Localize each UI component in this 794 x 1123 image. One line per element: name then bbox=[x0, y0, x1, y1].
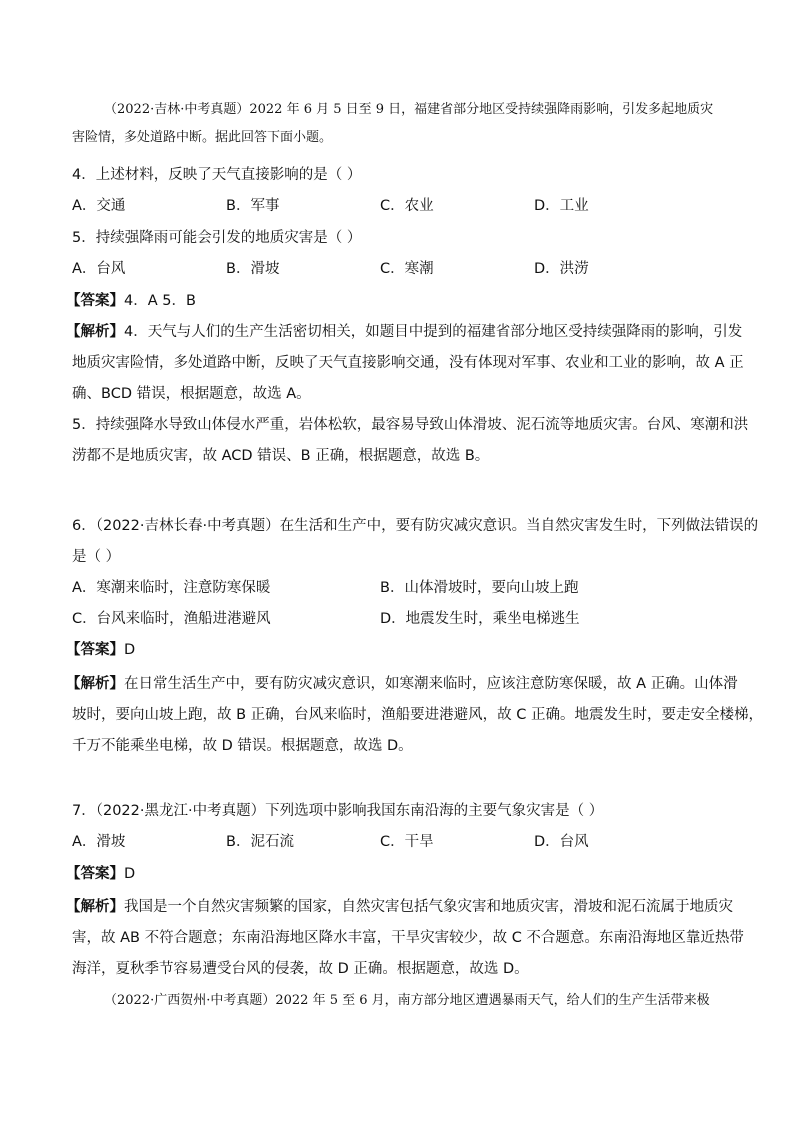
explanation-7-line-1 bbox=[66, 897, 733, 917]
question-5-option-b: B．滑坡 bbox=[226, 261, 280, 277]
question-4-option-c: C．农业 bbox=[380, 198, 434, 214]
explanation-4-5-line-4: 5．持续强降水导致山体侵水严重，岩体松软，最容易导致山体滑坡、泥石流等地质灾害。台风、寒潮和洪 bbox=[72, 417, 749, 433]
explanation-6-line-2: 坡时，要向山坡上跑，故 B 正确，台风来临时，渔船要进港避风，故 C 正确。地震发生时，要走安全楼梯， bbox=[72, 707, 764, 723]
question-6-option-d: D．地震发生时，乘坐电梯逃生 bbox=[380, 611, 580, 627]
answer-tag: 【答案】 bbox=[66, 293, 124, 309]
explanation-7-line-3: 海洋，夏秋季节容易遭受台风的侵袭，故 D 正确。根据题意，故选 D。 bbox=[72, 961, 529, 977]
question-5-stem: 5．持续强降雨可能会引发的地质灾害是（ ） bbox=[72, 230, 362, 246]
question-5-option-a: A．台风 bbox=[72, 261, 126, 277]
intro-passage-1-line-1: （2022·吉林·中考真题）2022 年 6 月 5 日至 9 日，福建省部分地区受持续强降雨影响，引发多起地质灾 bbox=[104, 102, 714, 117]
explanation-tag: 【解析】 bbox=[66, 676, 124, 692]
question-4-option-a: A．交通 bbox=[72, 198, 126, 214]
explanation-6-line-3: 千万不能乘坐电梯，故 D 错误。根据题意，故选 D。 bbox=[72, 738, 413, 754]
answer-4-5 bbox=[66, 291, 718, 311]
question-4-option-b: B．军事 bbox=[226, 198, 280, 214]
intro-passage-2-line-1: （2022·广西贺州·中考真题）2022 年 5 至 6 月，南方部分地区遭遇暴雨天气，给人们的生产生活带来极 bbox=[104, 993, 710, 1008]
answer-text: D bbox=[124, 866, 136, 882]
answer-6 bbox=[66, 640, 718, 660]
question-4-stem: 4．上述材料，反映了天气直接影响的是（ ） bbox=[72, 167, 362, 183]
explanation-6-line-1 bbox=[66, 674, 738, 694]
answer-text: D bbox=[124, 642, 136, 658]
question-6-option-b: B．山体滑坡时，要向山坡上跑 bbox=[380, 580, 579, 596]
question-4-option-d: D．工业 bbox=[534, 198, 589, 214]
answer-tag: 【答案】 bbox=[66, 642, 124, 658]
explanation-4-5-line-1 bbox=[66, 322, 743, 342]
answer-text: 4．A 5．B bbox=[124, 293, 196, 309]
question-6-option-a: A．寒潮来临时，注意防寒保暖 bbox=[72, 580, 271, 596]
explanation-7-line-2: 害，故 AB 不符合题意；东南沿海地区降水丰富，干旱灾害较少，故 C 不合题意。东南沿海地区靠近热带 bbox=[72, 930, 744, 946]
question-6-stem-line-2: 是（ ） bbox=[72, 549, 121, 565]
answer-tag: 【答案】 bbox=[66, 866, 124, 882]
explanation-4-5-line-2: 地质灾害险情，多处道路中断，反映了天气直接影响交通，没有体现对军事、农业和工业的影响，故 A 正 bbox=[72, 355, 744, 371]
explanation-text: 我国是一个自然灾害频繁的国家，自然灾害包括气象灾害和地质灾害，滑坡和泥石流属于地质灾 bbox=[124, 899, 733, 915]
question-6-stem-line-1: 6．（2022·吉林长春·中考真题）在生活和生产中，要有防灾减灾意识。当自然灾害发生时，下列做法错误的 bbox=[72, 518, 759, 534]
question-5-option-c: C．寒潮 bbox=[380, 261, 434, 277]
question-7-option-a: A．滑坡 bbox=[72, 834, 126, 850]
explanation-tag: 【解析】 bbox=[66, 324, 124, 340]
question-5-option-d: D．洪涝 bbox=[534, 261, 589, 277]
question-7-stem: 7．（2022·黑龙江·中考真题）下列选项中影响我国东南沿海的主要气象灾害是（ ） bbox=[72, 803, 604, 819]
explanation-4-5-line-3: 确、BCD 错误，根据题意，故选 A。 bbox=[72, 386, 311, 402]
question-7-option-c: C．干旱 bbox=[380, 834, 434, 850]
explanation-text: 4．天气与人们的生产生活密切相关，如题目中提到的福建省部分地区受持续强降雨的影响，引发 bbox=[124, 324, 743, 340]
explanation-4-5-line-5: 涝都不是地质灾害，故 ACD 错误、B 正确，根据题意，故选 B。 bbox=[72, 448, 490, 464]
explanation-text: 在日常生活生产中，要有防灾减灾意识，如寒潮来临时，应该注意防寒保暖，故 A 正确。山体滑 bbox=[124, 676, 738, 692]
intro-passage-1-line-2: 害险情，多处道路中断。据此回答下面小题。 bbox=[72, 130, 333, 145]
question-6-option-c: C．台风来临时，渔船进港避风 bbox=[72, 611, 271, 627]
explanation-tag: 【解析】 bbox=[66, 899, 124, 915]
question-7-option-b: B．泥石流 bbox=[226, 834, 294, 850]
question-7-option-d: D．台风 bbox=[534, 834, 589, 850]
answer-7 bbox=[66, 864, 718, 884]
